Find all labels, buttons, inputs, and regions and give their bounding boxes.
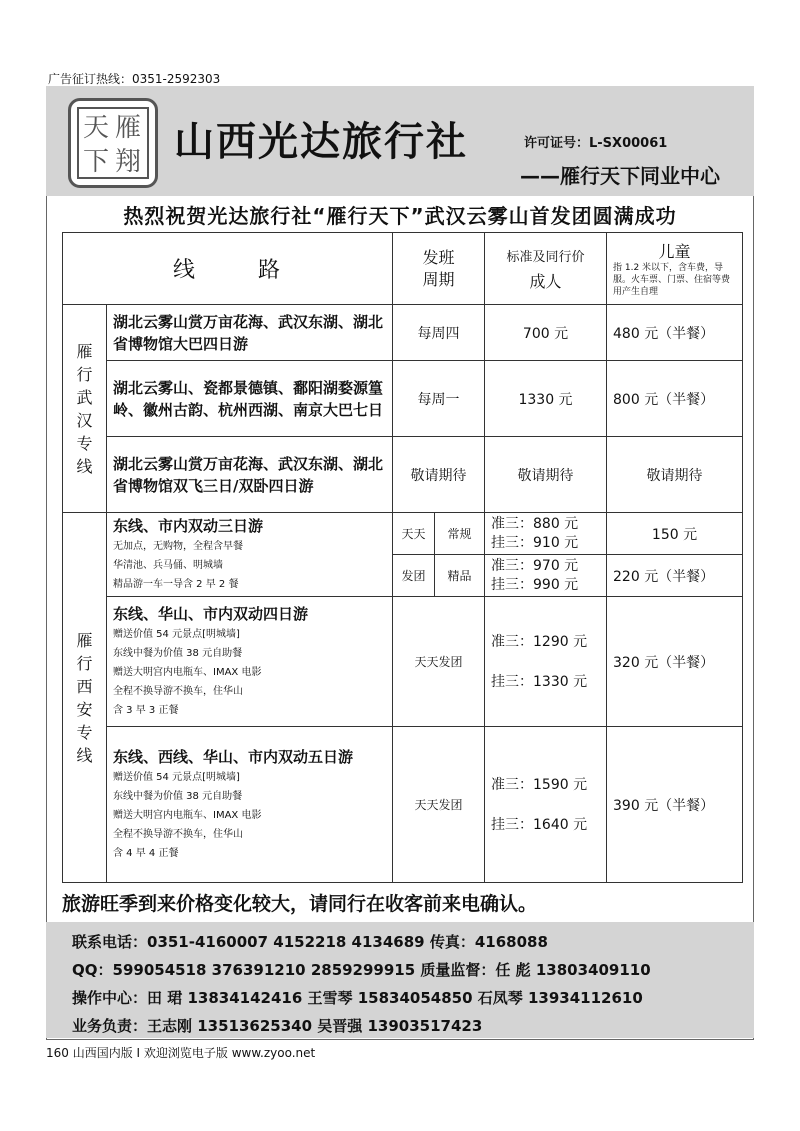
ad-hotline: 广告征订热线：0351-2592303 xyxy=(48,72,221,86)
logo-char: 下 xyxy=(83,147,110,177)
route-detail: 华清池、兵马俑、明城墙 xyxy=(113,560,223,571)
category-char: 雁 xyxy=(76,630,93,650)
license-number: 许可证号：L-SX00061 xyxy=(524,136,668,151)
schedule: 每周一 xyxy=(393,361,485,437)
category-char: 武 xyxy=(76,387,93,407)
header-price-line1: 标准及同行价 xyxy=(506,249,585,265)
category-char: 行 xyxy=(76,653,93,673)
adult-price xyxy=(485,555,607,597)
child-price: 390 元（半餐） xyxy=(607,727,743,883)
category-char: 雁 xyxy=(76,341,93,361)
route-cell xyxy=(107,513,393,597)
contact-business: 业务负责：王志刚 13513625340 吴晋强 13903517423 xyxy=(72,1017,483,1035)
departure: 天天发团 xyxy=(393,597,485,727)
route-cell xyxy=(107,597,393,727)
agency-name: 山西光达旅行社 xyxy=(174,119,468,165)
category-char: 专 xyxy=(76,722,93,742)
adult-price: 700 元 xyxy=(485,305,607,361)
category-char: 安 xyxy=(76,699,93,719)
child-price: 220 元（半餐） xyxy=(607,555,743,597)
header-route: 线 路 xyxy=(63,233,393,305)
child-price: 320 元（半餐） xyxy=(607,597,743,727)
route-title: 东线、市内双动三日游 xyxy=(113,517,264,535)
tour-type: 常规 xyxy=(435,513,485,555)
category-char: 西 xyxy=(76,676,93,696)
table-header-row xyxy=(63,233,743,305)
agency-slogan: ——雁行天下同业中心 xyxy=(520,164,720,188)
header-adult-price xyxy=(485,233,607,305)
child-price: 800 元（半餐） xyxy=(607,361,743,437)
route-title: 东线、华山、市内双动四日游 xyxy=(113,605,309,623)
route-cell xyxy=(107,727,393,883)
departure: 天天 xyxy=(393,513,435,555)
price-notice: 旅游旺季到来价格变化较大，请同行在收客前来电确认。 xyxy=(62,893,538,915)
route-detail: 赠送大明宫内电瓶车、IMAX 电影 xyxy=(113,667,262,678)
price-standard: 准三：880 元 xyxy=(491,515,579,532)
page-footer: 160 山西国内版 I 欢迎浏览电子版 www.zyoo.net xyxy=(46,1046,316,1060)
route-name: 湖北云雾山赏万亩花海、武汉东湖、湖北省博物馆双飞三日/双卧四日游 xyxy=(107,437,393,513)
schedule: 每周四 xyxy=(393,305,485,361)
category-char: 线 xyxy=(76,745,93,765)
adult-price xyxy=(485,597,607,727)
contact-operations: 操作中心：田 珺 13834142416 王雪琴 15834054850 石凤琴 13934112610 xyxy=(72,989,643,1007)
price-standard: 准三：1590 元 xyxy=(491,776,588,793)
agency-header xyxy=(46,86,754,196)
route-name: 湖北云雾山、瓷都景德镇、鄱阳湖婺源篁岭、徽州古韵、杭州西湖、南京大巴七日 xyxy=(107,361,393,437)
table-row xyxy=(63,727,743,883)
route-detail: 全程不换导游不换车，住华山 xyxy=(113,829,243,840)
category-char: 线 xyxy=(76,456,93,476)
child-price: 480 元（半餐） xyxy=(607,305,743,361)
route-detail: 赠送大明宫内电瓶车、IMAX 电影 xyxy=(113,810,262,821)
header-child-price xyxy=(607,233,743,305)
price-listed: 挂三：910 元 xyxy=(491,534,579,551)
route-detail: 东线中餐为价值 38 元自助餐 xyxy=(113,791,243,802)
header-schedule-line1: 发班 xyxy=(422,247,455,267)
route-detail: 全程不换导游不换车，住华山 xyxy=(113,686,243,697)
agency-logo xyxy=(68,98,158,188)
logo-char: 天 xyxy=(83,113,110,143)
category-char: 汉 xyxy=(76,410,93,430)
header-child-title: 儿童 xyxy=(658,242,691,261)
header-child-note: 指 1.2 米以下，含车费，导服。火车票、门票、住宿等费用产生自理 xyxy=(613,263,731,297)
child-price: 敬请期待 xyxy=(607,437,743,513)
contact-phone: 联系电话：0351-4160007 4152218 4134689 传真：4168088 xyxy=(72,933,548,951)
logo-char: 雁 xyxy=(115,113,142,143)
adult-price xyxy=(485,727,607,883)
departure: 天天发团 xyxy=(393,727,485,883)
table-row xyxy=(63,437,743,513)
category-char: 专 xyxy=(76,433,93,453)
adult-price: 敬请期待 xyxy=(485,437,607,513)
table-row xyxy=(63,513,743,555)
table-row xyxy=(63,361,743,437)
contact-qq: QQ：599054518 376391210 2859299915 质量监督：任 彪 13803409110 xyxy=(72,961,651,979)
header-schedule xyxy=(393,233,485,305)
adult-price: 1330 元 xyxy=(485,361,607,437)
logo-char: 翔 xyxy=(115,147,142,177)
route-detail: 精品游一车一导含 2 早 2 餐 xyxy=(113,579,239,590)
route-title: 东线、西线、华山、市内双动五日游 xyxy=(113,748,354,766)
category-wuhan xyxy=(63,305,107,513)
route-detail: 含 4 早 4 正餐 xyxy=(113,848,179,859)
schedule: 敬请期待 xyxy=(393,437,485,513)
logo-mark xyxy=(77,107,149,179)
price-listed: 挂三：1640 元 xyxy=(491,816,588,833)
category-xian xyxy=(63,513,107,883)
route-detail: 赠送价值 54 元景点[明城墙] xyxy=(113,629,240,640)
header-schedule-line2: 周期 xyxy=(422,269,455,289)
route-name: 湖北云雾山赏万亩花海、武汉东湖、湖北省博物馆大巴四日游 xyxy=(107,305,393,361)
price-table xyxy=(62,232,743,883)
price-listed: 挂三：1330 元 xyxy=(491,673,588,690)
price-standard: 准三：970 元 xyxy=(491,557,579,574)
category-char: 行 xyxy=(76,364,93,384)
header-price-line2: 成人 xyxy=(529,271,562,291)
contact-panel xyxy=(46,922,754,1038)
route-detail: 赠送价值 54 元景点[明城墙] xyxy=(113,772,240,783)
route-detail: 含 3 早 3 正餐 xyxy=(113,705,179,716)
headline: 热烈祝贺光达旅行社“雁行天下”武汉云雾山首发团圆满成功 xyxy=(123,204,677,228)
route-detail: 东线中餐为价值 38 元自助餐 xyxy=(113,648,243,659)
tour-type: 精品 xyxy=(435,555,485,597)
route-detail: 无加点，无购物，全程含早餐 xyxy=(113,541,243,552)
price-listed: 挂三：990 元 xyxy=(491,576,579,593)
child-price: 150 元 xyxy=(607,513,743,555)
table-row xyxy=(63,305,743,361)
table-row xyxy=(63,597,743,727)
price-standard: 准三：1290 元 xyxy=(491,633,588,650)
departure: 发团 xyxy=(393,555,435,597)
adult-price xyxy=(485,513,607,555)
